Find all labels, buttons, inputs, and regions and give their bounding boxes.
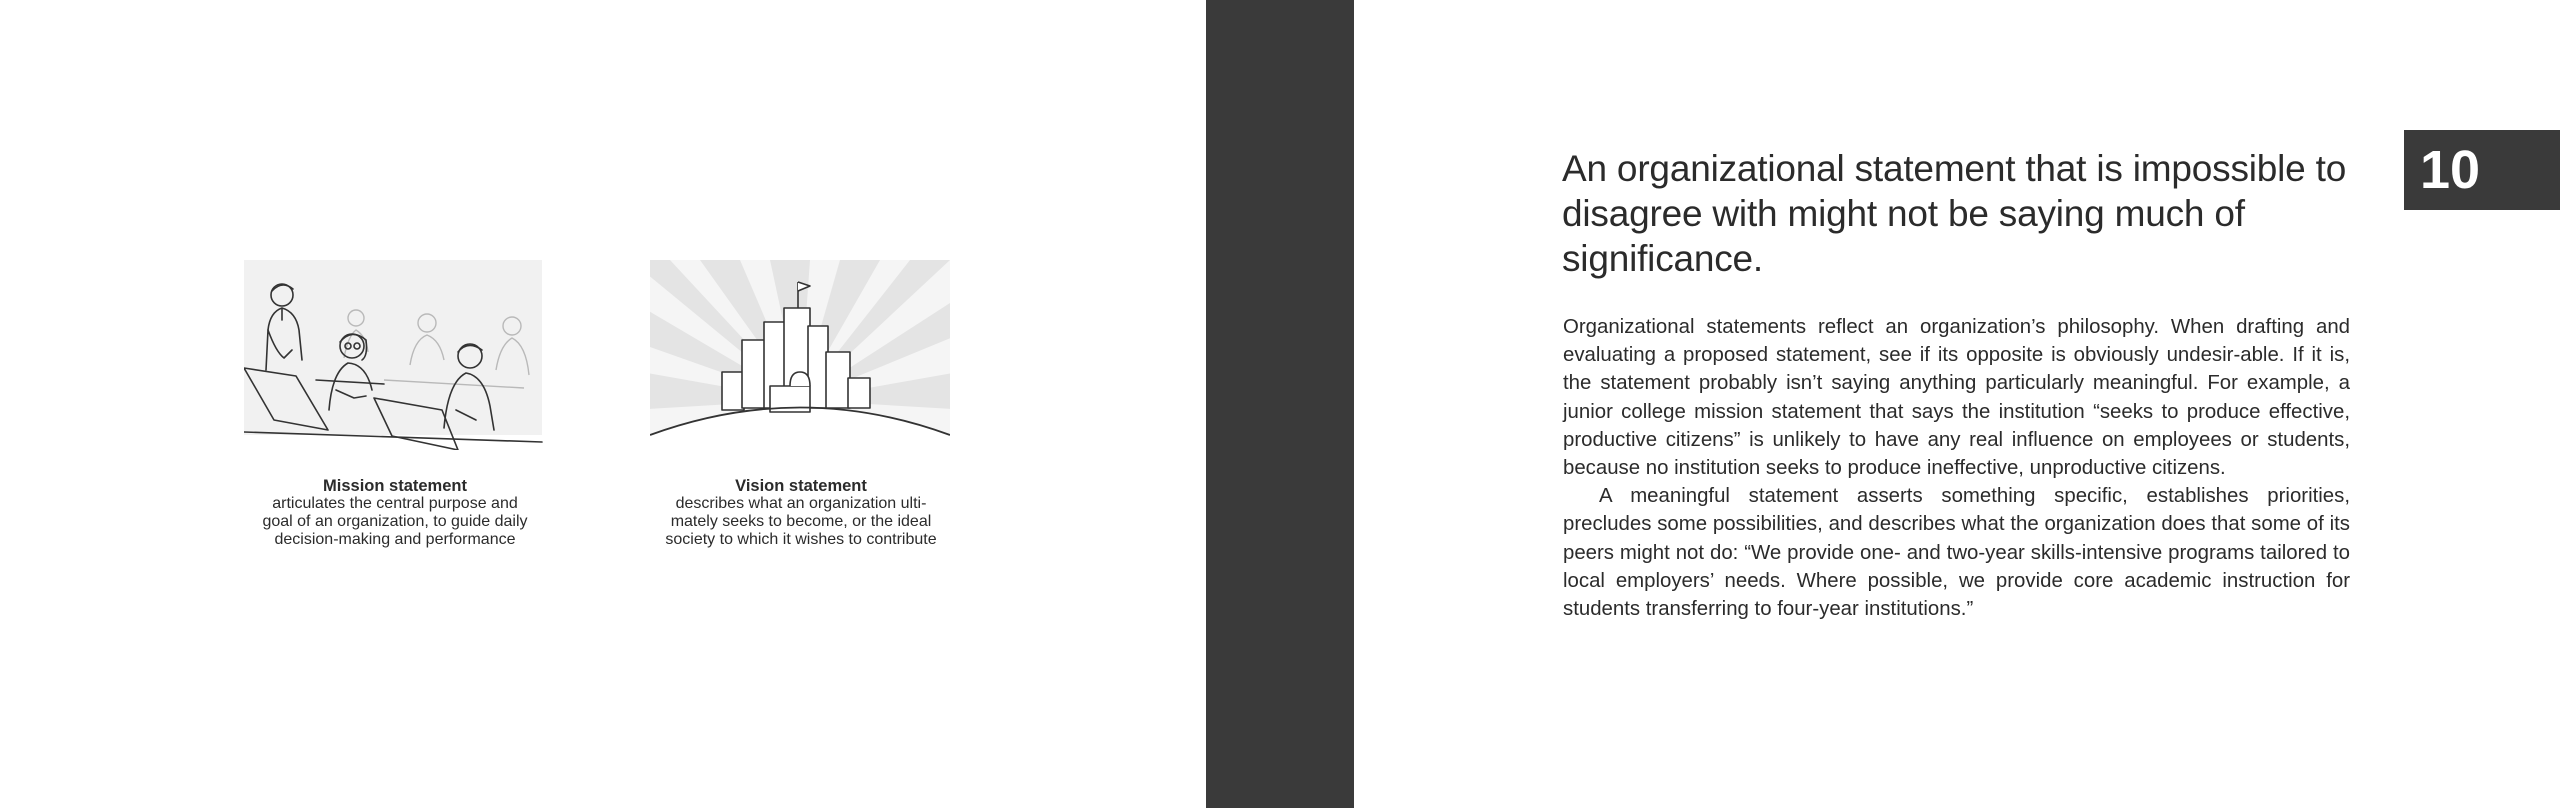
left-page bbox=[0, 0, 1206, 808]
body-paragraph: A meaningful statement asserts something specific, establishes priorities, precludes some possibilities, and describes what the organization does that some of its peers might not do: “We provide one- and two-year skills-intensive programs tailored to local employers’ needs. Where possible, we provide core academic instruction for students transferring to four-year institutions.” bbox=[1563, 485, 2350, 621]
mission-caption bbox=[225, 477, 565, 549]
page-number-tab: 10 bbox=[2404, 130, 2560, 210]
vision-caption-line: describes what an organization ulti- bbox=[675, 495, 927, 512]
page-headline: An organizational statement that is impossible to disagree with might not be saying much of significance. bbox=[1562, 148, 2347, 279]
body-paragraph: Organizational statements reflect an organization’s philosophy. When drafting and evaluating a proposed statement, see if its opposite is obviously undesir-able. If it is, the statement probably isn’t saying anything particularly meaningful. For example, a junior college mission statement that says the institution “seeks to produce effective, productive citizens” is unlikely to have any real influence on employees or students, because no institution seeks to produce ineffective, unproductive citizens. bbox=[1563, 316, 2350, 480]
mission-caption-line: decision-making and performance bbox=[274, 531, 516, 548]
vision-illustration bbox=[650, 260, 950, 450]
body-text bbox=[1563, 313, 2350, 623]
vision-caption-line: society to which it wishes to contribute bbox=[665, 531, 937, 548]
mission-caption-title: Mission statement bbox=[323, 477, 467, 495]
mission-caption-line: articulates the central purpose and bbox=[272, 495, 518, 512]
meeting-people-drawing bbox=[244, 260, 544, 450]
city-on-hill-drawing bbox=[650, 260, 950, 450]
vision-caption-title: Vision statement bbox=[735, 477, 867, 495]
vision-caption bbox=[631, 477, 971, 549]
page-gutter bbox=[1206, 0, 1354, 808]
vision-caption-line: mately seeks to become, or the ideal bbox=[670, 513, 932, 530]
mission-illustration bbox=[244, 260, 544, 450]
mission-caption-line: goal of an organization, to guide daily bbox=[262, 513, 528, 530]
